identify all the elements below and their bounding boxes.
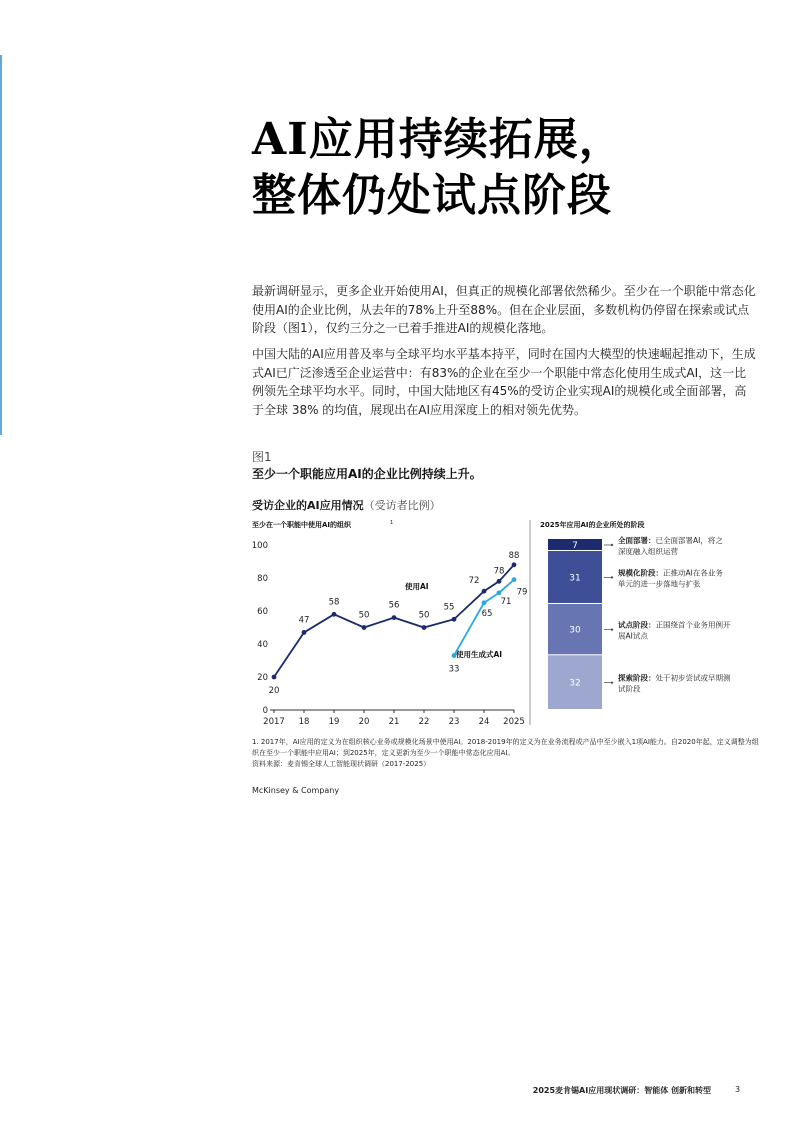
- stage-value: 31: [569, 573, 581, 584]
- stage-connector-dot: [611, 628, 613, 630]
- x-tick-label: 20: [358, 717, 370, 727]
- line-chart-title-footnote: 1: [390, 520, 394, 526]
- data-label: 56: [388, 600, 400, 611]
- figure-caption: 至少一个职能应用AI的企业比例持续上升。: [252, 467, 482, 481]
- data-point: [482, 600, 487, 605]
- stage-label: 试点阶段：: [618, 620, 656, 630]
- stage-desc-part: 正推动AI在各业务: [663, 568, 723, 578]
- stage-chart-svg: [530, 515, 790, 730]
- y-tick-label: 0: [262, 706, 268, 716]
- stage-label: 全面部署：: [618, 535, 656, 545]
- stage-value: 32: [569, 678, 581, 689]
- data-point: [482, 589, 487, 594]
- intro-paragraph: 最新调研显示，更多企业开始使用AI，但真正的规模化部署依然稀少。至少在一个职能中常态化使用AI的企业比例，从去年的78%上升至88%。但在企业层面，多数机构仍停留在探索或试点阶段（图1），仅约三分之一已着手推进AI的规模化落地。: [252, 284, 756, 335]
- x-tick-label: 21: [388, 717, 400, 727]
- series-label-ai: 使用AI: [405, 582, 429, 591]
- footnotes: [252, 737, 762, 770]
- stage-description-line1: [618, 673, 731, 683]
- y-tick-label: 20: [257, 673, 268, 683]
- data-point: [497, 590, 502, 595]
- stage-description-line2: 单元的进一步落地与扩张: [618, 579, 701, 589]
- page-title: [252, 112, 624, 224]
- brand-name: McKinsey & Company: [252, 786, 340, 795]
- line-chart-title: 至少在一个职能中使用AI的组织: [252, 521, 352, 529]
- data-label: 20: [268, 686, 280, 696]
- data-point: [362, 625, 367, 630]
- stage-connector-dot: [611, 544, 613, 546]
- stage-description-line1: [617, 567, 723, 577]
- title-line-1: AI应用持续拓展，: [252, 114, 624, 165]
- chart-title-note: （受访者比例）: [363, 499, 441, 512]
- stage-description-line1: [618, 535, 723, 546]
- y-tick-label: 40: [257, 640, 268, 650]
- stage-chart-title: 2025年应用AI的企业所处的阶段: [540, 521, 645, 529]
- series-label-genai: 使用生成式AI: [456, 650, 503, 659]
- data-label: 55: [443, 602, 455, 613]
- x-tick-label: 18: [298, 717, 310, 727]
- figure-label: 图1: [252, 450, 272, 464]
- data-point: [512, 577, 517, 582]
- x-tick-label: 22: [418, 717, 430, 727]
- data-point: [422, 625, 427, 630]
- stage-description-line2: 深度融入组织运营: [618, 546, 678, 556]
- stage-desc-part: 处于初步尝试或早期测: [655, 673, 731, 683]
- data-point: [497, 579, 502, 584]
- x-tick-label: 19: [328, 717, 340, 727]
- line-chart-svg: [251, 515, 528, 730]
- data-label: 50: [358, 610, 370, 621]
- data-point: [392, 615, 397, 620]
- page-edge-line: [0, 55, 2, 435]
- stage-desc-part: 已全面部署AI，将之: [655, 535, 723, 545]
- data-label: 58: [328, 597, 340, 608]
- stage-connector-dot: [611, 681, 613, 683]
- x-tick-label: 2025: [503, 717, 525, 727]
- data-label: 47: [298, 615, 310, 626]
- stage-label: 探索阶段：: [618, 673, 656, 683]
- stage-description-line1: [618, 620, 731, 630]
- data-label: 78: [493, 566, 505, 577]
- stage-value: 30: [569, 625, 581, 636]
- footer-text: 2025麦肯锡AI应用现状调研：智能体 创新和转型: [532, 1086, 711, 1095]
- chart-title: [252, 497, 441, 513]
- data-point: [512, 562, 517, 567]
- data-label: 79: [516, 587, 528, 598]
- chart-title-main: 受访企业的AI应用情况: [252, 499, 364, 512]
- stage-description-line2: 试阶段: [618, 684, 641, 694]
- data-point: [332, 612, 337, 617]
- stage-chart: [530, 515, 790, 730]
- x-tick-label: 2017: [263, 717, 285, 727]
- data-label: 50: [418, 610, 430, 621]
- stage-desc-part: 正围绕首个业务用例开: [655, 620, 731, 630]
- stage-description-line2: 展AI试点: [618, 631, 648, 641]
- y-tick-label: 80: [257, 574, 268, 584]
- stage-label: 规模化阶段：: [618, 568, 663, 578]
- footnote-1: 1. 2017年，AI应用的定义为在组织核心业务或规模化场景中使用AI。2018-2019年的定义为在业务流程或产品中至少嵌入1项AI能力。自2020年起，定义调整为组织在至少一个职能中应用AI；到2025年，定义更新为至少一个职能中常态化应用AI。: [252, 738, 759, 757]
- page-number: 3: [735, 1085, 741, 1094]
- footnote-source: 资料来源：麦肯锡全球人工智能现状调研（2017-2025）: [252, 760, 431, 768]
- stage-value: 7: [572, 540, 578, 551]
- data-label: 33: [448, 664, 460, 675]
- data-label: 65: [481, 608, 493, 619]
- x-tick-label: 23: [448, 717, 460, 727]
- y-tick-label: 60: [257, 607, 268, 617]
- x-tick-label: 24: [478, 717, 490, 727]
- title-line-2: 整体仍处试点阶段: [252, 170, 612, 221]
- data-point: [272, 675, 277, 680]
- data-point: [302, 630, 307, 635]
- data-point: [452, 617, 457, 622]
- china-paragraph: 中国大陆的AI应用普及率与全球平均水平基本持平，同时在国内大模型的快速崛起推动下，生成式AI已广泛渗透至企业运营中：有83%的企业在至少一个职能中常态化使用生成式AI，这一比例领先全球平均水平。同时，中国大陆地区有45%的受访企业实现AI的规模化或全面部署，高于全球 38% 的均值，展现出在AI应用深度上的相对领先优势。: [252, 347, 756, 417]
- stage-connector-dot: [611, 576, 613, 578]
- data-label: 71: [500, 596, 512, 607]
- y-tick-label: 100: [251, 541, 268, 551]
- data-label: 88: [508, 550, 520, 561]
- data-label: 72: [468, 576, 480, 587]
- line-chart: [251, 515, 528, 730]
